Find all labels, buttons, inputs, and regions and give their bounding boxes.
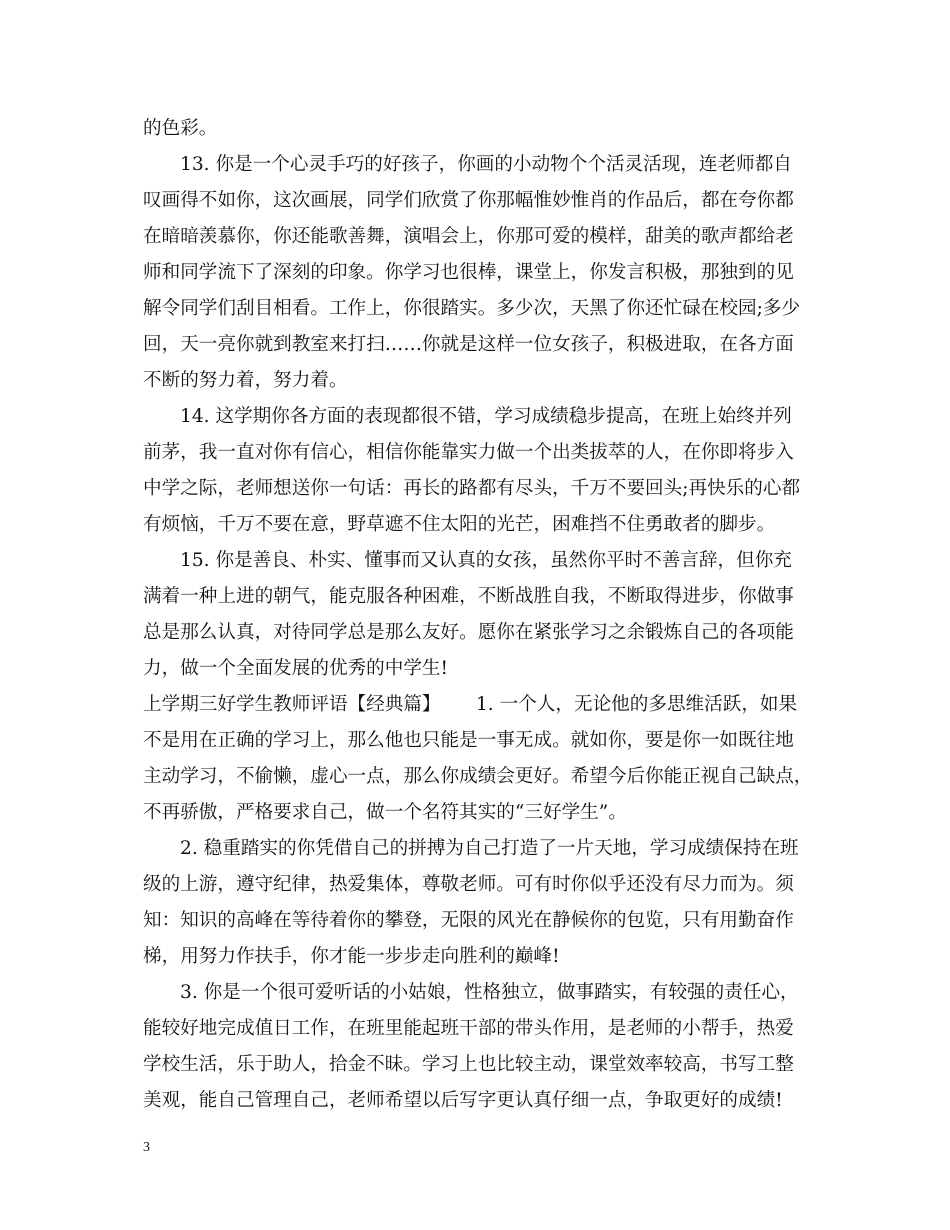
text-line: 3. 你是一个很可爱听话的小姑娘，性格独立，做事踏实，有较强的责任心， xyxy=(180,982,799,1003)
text-line: 有烦恼，千万不要在意，野草遮不住太阳的光芒，困难挡不住勇敢者的脚步。 xyxy=(143,514,776,535)
text-line: 美观，能自己管理自己，老师希望以后写字更认真仔细一点，争取更好的成绩! xyxy=(143,1090,783,1111)
text-line: 不断的努力着，努力着。 xyxy=(143,370,348,391)
text-line: 力，做一个全面发展的优秀的中学生! xyxy=(143,658,448,679)
text-line: 不是用在正确的学习上，那么他也只能是一事无成。就如你，要是你一如既往地 xyxy=(143,730,794,751)
text-line: 前茅，我一直对你有信心，相信你能靠实力做一个出类拔萃的人，在你即将步入 xyxy=(143,442,794,463)
text-line: 的色彩。 xyxy=(143,118,218,139)
text-line: 师和同学流下了深刻的印象。你学习也很棒，课堂上，你发言积极，那独到的见 xyxy=(143,262,794,283)
text-line: 不再骄傲，严格要求自己，做一个名符其实的“三好学生”。 xyxy=(143,802,627,823)
text-line: 叹画得不如你，这次画展，同学们欣赏了你那幅惟妙惟肖的作品后，都在夸你都 xyxy=(143,190,794,211)
text-line: 回，天一亮你就到教室来打扫……你就是这样一位女孩子，积极进取，在各方面 xyxy=(143,334,794,355)
text-line: 梯，用努力作扶手，你才能一步步走向胜利的巅峰! xyxy=(143,946,560,967)
text-line: 知：知识的高峰在等待着你的攀登，无限的风光在静候你的包览，只有用勤奋作 xyxy=(143,910,794,931)
page-number: 3 xyxy=(143,1140,150,1155)
text-line: 14. 这学期你各方面的表现都很不错，学习成绩稳步提高，在班上始终并列 xyxy=(180,406,792,427)
text-line: 13. 你是一个心灵手巧的好孩子，你画的小动物个个活灵活现，连老师都自 xyxy=(180,154,792,175)
text-line: 在暗暗羡慕你，你还能歌善舞，演唱会上，你那可爱的模样，甜美的歌声都给老 xyxy=(143,226,794,247)
text-line: 中学之际，老师想送你一句话：再长的路都有尽头，千万不要回头;再快乐的心都 xyxy=(143,478,801,499)
text-line: 总是那么认真，对待同学总是那么友好。愿你在紧张学习之余锻炼自己的各项能 xyxy=(143,622,794,643)
text-line: 15. 你是善良、朴实、懂事而又认真的女孩，虽然你平时不善言辞，但你充 xyxy=(180,550,792,571)
text-line: 2. 稳重踏实的你凭借自己的拼搏为自己打造了一片天地，学习成绩保持在班 xyxy=(180,838,799,859)
text-line: 学校生活，乐于助人，拾金不昧。学习上也比较主动，课堂效率较高，书写工整 xyxy=(143,1054,794,1075)
section-heading-line: 上学期三好学生教师评语【经典篇】 1. 一个人，无论他的多思维活跃，如果 xyxy=(143,694,798,715)
text-line: 主动学习，不偷懒，虚心一点，那么你成绩会更好。希望今后你能正视自己缺点， xyxy=(143,766,813,787)
text-line: 级的上游，遵守纪律，热爱集体，尊敬老师。可有时你似乎还没有尽力而为。须 xyxy=(143,874,794,895)
text-line: 能较好地完成值日工作，在班里能起班干部的带头作用，是老师的小帮手，热爱 xyxy=(143,1018,794,1039)
text-line: 满着一种上进的朝气，能克服各种困难，不断战胜自我，不断取得进步，你做事 xyxy=(143,586,794,607)
text-line: 解令同学们刮目相看。工作上，你很踏实。多少次，天黑了你还忙碌在校园;多少 xyxy=(143,298,801,319)
